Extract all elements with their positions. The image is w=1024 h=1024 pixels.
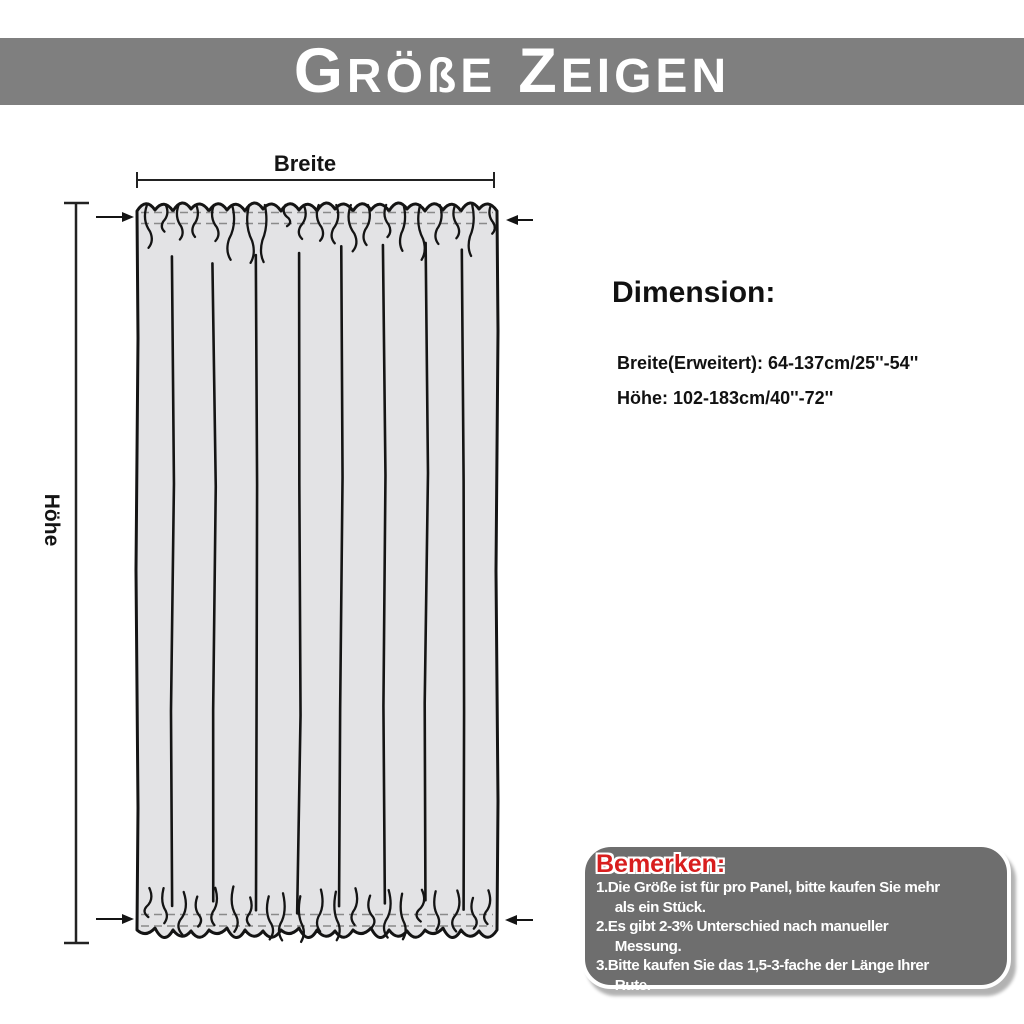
title-word2-initial: Z [518,36,561,106]
note-number: 3. [596,957,608,975]
note-text: Es gibt 2-3% Unterschied nach manueller [607,918,889,936]
note-text: Bitte kaufen Sie das 1,5-3-fache der Länge Ihrer [607,957,929,975]
note-item-1 [596,878,999,917]
width-dimension-label: Breite [273,151,337,176]
note-text: Messung. [614,937,682,955]
note-item-2 [596,917,999,956]
note-number: 1. [596,879,608,896]
curtain-panel-outline [136,203,498,938]
note-text: als ein Stück. [614,898,706,916]
height-measure-line [64,203,89,943]
bottom-right-arrow-icon [505,915,533,925]
note-item-3 [596,956,999,995]
note-text: Rute. [614,976,651,994]
notes-heading: Bemerken: [596,850,726,878]
top-left-arrow-icon [96,212,134,222]
title-word2-rest: EIGEN [560,50,731,103]
dimension-heading: Dimension: [612,276,776,309]
height-dimension-label: Höhe [40,493,63,547]
note-text: Die Größe ist für pro Panel, bitte kaufen Sie mehr [607,879,940,896]
height-spec-text: Höhe: 102-183cm/40''-72'' [617,388,834,408]
notes-box [581,843,1011,994]
bottom-left-arrow-icon [96,914,134,924]
top-right-arrow-icon [506,215,533,225]
title-word1-rest: RÖßE [346,50,497,103]
width-spec-text: Breite(Erweitert): 64-137cm/25''-54'' [617,353,919,373]
title-word1-initial: G [293,36,347,106]
note-number: 2. [596,918,608,936]
